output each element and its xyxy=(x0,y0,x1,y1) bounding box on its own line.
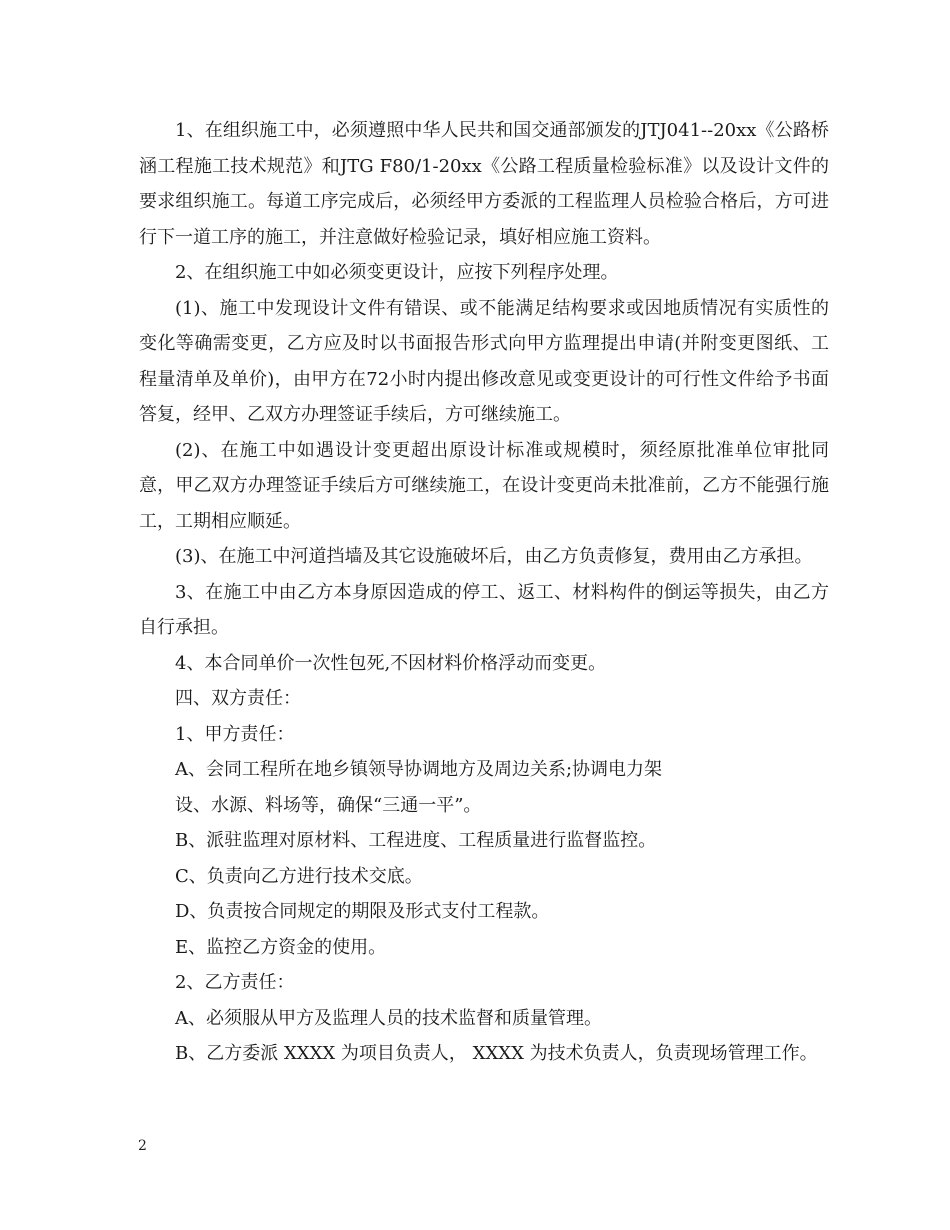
paragraph-change-procedure-1: (1)、施工中发现设计文件有错误、或不能满足结构要求或因地质情况有实质性的变化等确需变更，乙方应及时以书面报告形式向甲方监理提出申请(并附变更图纸、工程量清单及单价)，由甲方在72小时内提出修改意见或变更设计的可行性文件给予书面答复，经甲、乙双方办理签证手续后，方可继续施工。 xyxy=(139,297,829,425)
subheading-party-b: 2、乙方责任： xyxy=(175,972,295,993)
item-party-a-b: B、派驻监理对原材料、工程进度、工程质量进行监督监控。 xyxy=(175,830,657,851)
item-party-a-a-continued: 设、水源、料场等，确保“三通一平”。 xyxy=(175,794,482,816)
paragraph-construction-standards: 1、在组织施工中，必须遵照中华人民共和国交通部颁发的JTJ041--20xx《公路桥涵工程施工技术规范》和JTG F80/1-20xx《公路工程质量检验标准》以及设计文件的要求组织施工。每道工序完成后，必须经甲方委派的工程监理人员检验合格后，方可进行下一道工序的施工，并注意做好检验记录，填好相应施工资料。 xyxy=(139,120,829,248)
paragraph-change-procedure-3: (3)、在施工中河道挡墙及其它设施破坏后，由乙方负责修复，费用由乙方承担。 xyxy=(175,546,813,567)
paragraph-unit-price: 4、本合同单价一次性包死,不因材料价格浮动而变更。 xyxy=(175,652,607,674)
paragraph-change-procedure-2: (2)、在施工中如遇设计变更超出原设计标准或规模时，须经原批准单位审批同意，甲乙双方办理签证手续后方可继续施工，在设计变更尚未批准前，乙方不能强行施工，工期相应顺延。 xyxy=(139,439,829,532)
item-party-a-a: A、会同工程所在地乡镇领导协调地方及周边关系;协调电力架 xyxy=(175,759,663,780)
item-party-a-d: D、负责按合同规定的期限及形式支付工程款。 xyxy=(175,901,550,922)
item-party-a-e: E、监控乙方资金的使用。 xyxy=(175,936,387,958)
paragraph-losses: 3、在施工中由乙方本身原因造成的停工、返工、材料构件的倒运等损失，由乙方自行承担。 xyxy=(139,581,829,638)
item-party-a-c: C、负责向乙方进行技术交底。 xyxy=(175,865,423,887)
item-party-b-a: A、必须服从甲方及监理人员的技术监督和质量管理。 xyxy=(175,1007,602,1029)
section-heading-responsibilities: 四、双方责任： xyxy=(175,688,301,709)
item-party-b-b: B、乙方委派 XXXX 为项目负责人， XXXX 为技术负责人，负责现场管理工作。 xyxy=(175,1043,818,1064)
subheading-party-a: 1、甲方责任： xyxy=(175,723,295,745)
page-number: 2 xyxy=(138,1138,147,1154)
document-body xyxy=(139,113,829,1072)
paragraph-design-change: 2、在组织施工中如必须变更设计，应按下列程序处理。 xyxy=(175,262,619,283)
